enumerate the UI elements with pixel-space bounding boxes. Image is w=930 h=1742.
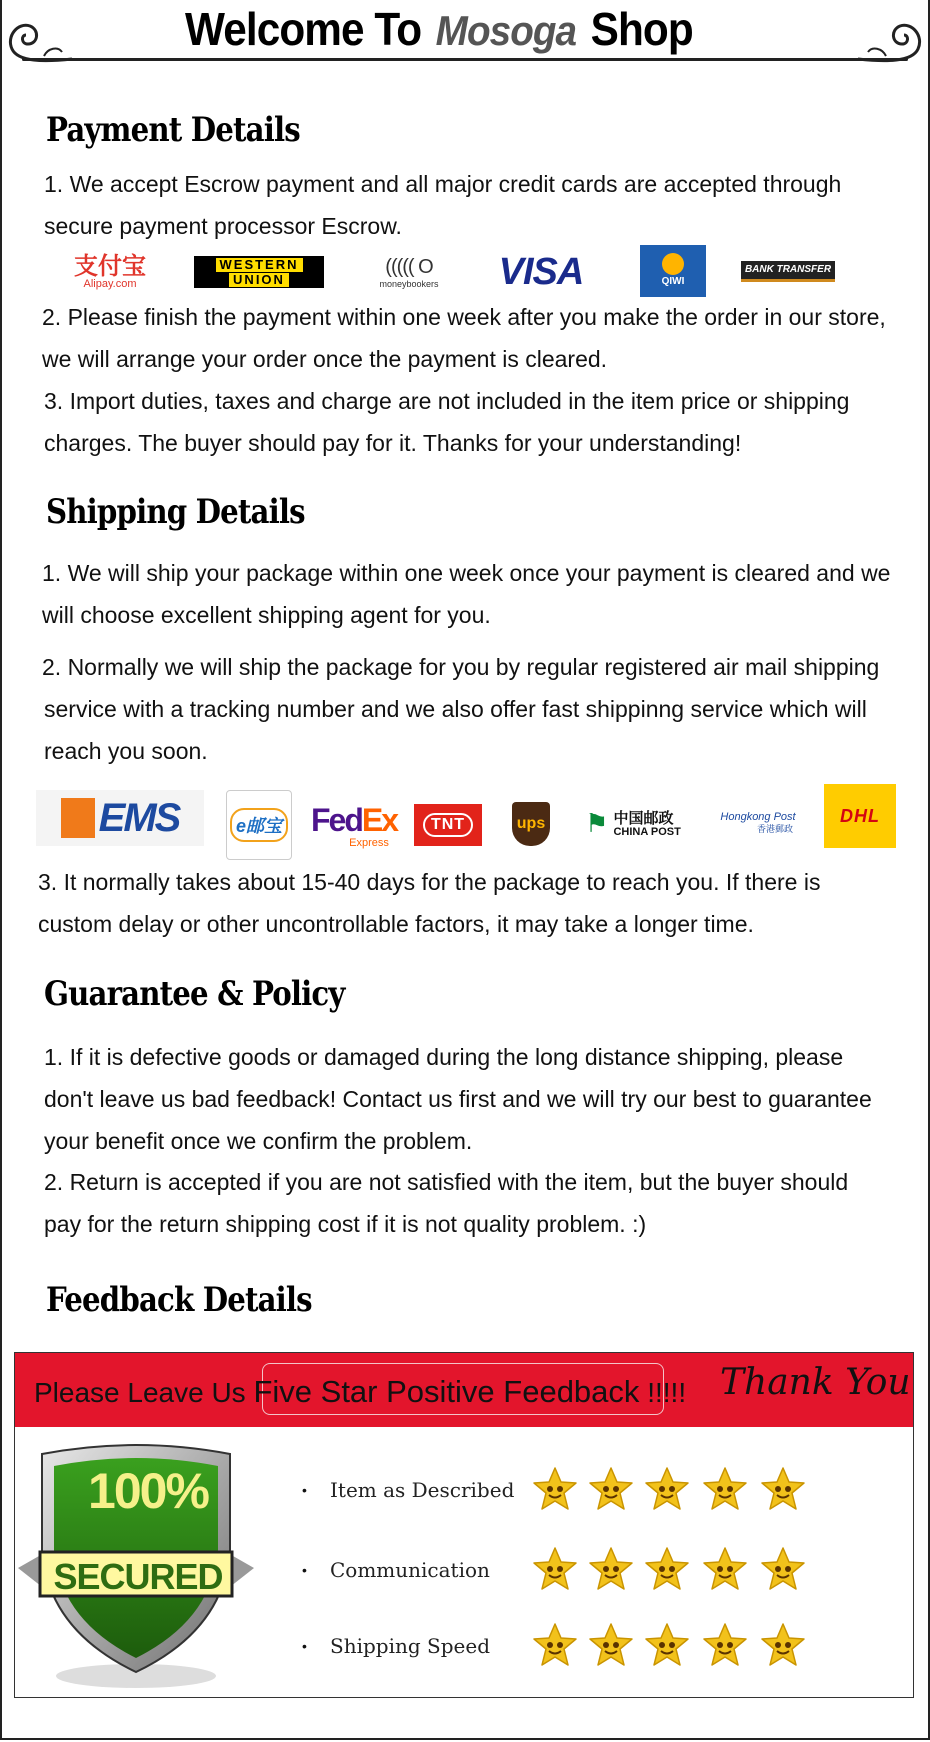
hongkong-post-text: Hongkong Post	[720, 811, 796, 823]
smiley-star-icon	[644, 1546, 690, 1592]
bank-transfer-logo	[736, 258, 840, 284]
visa-text: VISA	[498, 250, 584, 293]
payment-p3-line1: 3. Import duties, taxes and charge are not included in the item price or shipping	[44, 388, 850, 414]
ems-logo	[36, 790, 204, 846]
tnt-logo	[414, 804, 482, 846]
hongkong-post-logo	[712, 800, 804, 846]
criteria-bullet: •	[302, 1638, 307, 1654]
smiley-star-icon	[532, 1546, 578, 1592]
qiwi-logo	[640, 245, 706, 297]
guarantee-heading: Guarantee & Policy	[44, 974, 345, 1014]
smiley-star-icon	[532, 1622, 578, 1668]
shipping-p2-line2: service with a tracking number and we also offer fast shippinng service which will	[44, 696, 867, 722]
ups-text: ups	[516, 815, 546, 832]
criteria-label: Shipping Speed	[330, 1634, 490, 1658]
moneybookers-mark: ((((( O	[385, 256, 433, 278]
feedback-banner-text	[34, 1374, 686, 1410]
header-rule	[22, 58, 908, 61]
moneybookers-text: moneybookers	[379, 279, 439, 289]
header-title-after: Shop	[590, 3, 693, 55]
smiley-star-icon	[588, 1546, 634, 1592]
fedex-express: Express	[349, 837, 389, 849]
smiley-star-icon	[760, 1546, 806, 1592]
smiley-star-icon	[760, 1466, 806, 1512]
guarantee-p2-line2: pay for the return shipping cost if it is not quality problem. :)	[44, 1211, 647, 1237]
payment-p1-line2: secure payment processor Escrow.	[44, 213, 402, 239]
dhl-text: DHL	[840, 805, 880, 826]
china-post-en: CHINA POST	[613, 826, 681, 838]
qiwi-circle-icon	[662, 253, 684, 275]
guarantee-p1-line1: 1. If it is defective goods or damaged during the long distance shipping, please	[44, 1044, 844, 1070]
mosoga-logo: Mosoga	[435, 7, 577, 54]
shipping-p3-line2: custom delay or other uncontrollable factors, it may take a longer time.	[38, 911, 754, 937]
ups-logo	[512, 802, 550, 846]
payment-p2-line1: 2. Please finish the payment within one week after you make the order in our store,	[42, 304, 886, 330]
guarantee-p1-line2: don't leave us bad feedback! Contact us first and we will try our best to guarantee	[44, 1086, 872, 1112]
thank-you-text: Thank You	[720, 1362, 911, 1403]
right-scroll-ornament-icon	[856, 4, 926, 64]
left-scroll-ornament-icon	[4, 4, 74, 64]
badge-secured: SECURED	[53, 1556, 223, 1597]
smiley-star-icon	[588, 1622, 634, 1668]
tnt-text: TNT	[423, 813, 473, 837]
shipping-p3-line1: 3. It normally takes about 15-40 days for the package to reach you. If there is	[38, 869, 821, 895]
header-title-before: Welcome To	[185, 3, 422, 55]
shipping-heading: Shipping Details	[46, 492, 305, 532]
ems-text: EMS	[61, 798, 180, 838]
fedex-fed: Fed	[310, 802, 362, 838]
hongkong-post-cn: 香港郵政	[756, 825, 793, 835]
alipay-logo-en: Alipay.com	[83, 278, 137, 290]
feedback-banner-tail: !!!!!	[639, 1377, 687, 1408]
dhl-logo	[824, 784, 896, 848]
feedback-banner-highlight: Five Star Positive Feedback	[253, 1374, 640, 1409]
alipay-logo	[58, 250, 162, 294]
header-title	[185, 2, 693, 56]
payment-heading: Payment Details	[46, 110, 300, 150]
feedback-heading: Feedback Details	[46, 1280, 312, 1320]
western-union-logo	[194, 256, 324, 288]
badge-percent: 100%	[88, 1463, 208, 1519]
western-union-line1: WESTERN	[216, 258, 303, 272]
bank-transfer-text: BANK TRANSFER	[741, 261, 835, 282]
visa-logo	[486, 250, 596, 294]
payment-p3-line2: charges. The buyer should pay for it. Thanks for your understanding!	[44, 430, 742, 456]
china-post-logo	[574, 800, 692, 848]
shipping-p2-line3: reach you soon.	[44, 738, 208, 764]
alipay-logo-cn: 支付宝	[74, 252, 146, 280]
payment-p1-line1: 1. We accept Escrow payment and all major credit cards are accepted through	[44, 171, 842, 197]
china-post-cn: 中国邮政	[613, 809, 674, 827]
smiley-star-icon	[644, 1466, 690, 1512]
smiley-star-icon	[532, 1466, 578, 1512]
smiley-star-icon	[702, 1622, 748, 1668]
china-post-icon: ⚑	[585, 809, 609, 839]
shipping-p1-line1: 1. We will ship your package within one week once your payment is cleared and we	[42, 560, 891, 586]
fedex-ex: Ex	[361, 802, 398, 838]
feedback-banner-lead: Please Leave Us	[34, 1377, 254, 1408]
epacket-text: e邮宝	[230, 808, 288, 842]
smiley-star-icon	[644, 1622, 690, 1668]
payment-p2-line2: we will arrange your order once the payment is cleared.	[42, 346, 608, 372]
qiwi-text: QIWI	[661, 276, 685, 287]
criteria-bullet: •	[302, 1562, 307, 1578]
smiley-star-icon	[588, 1466, 634, 1512]
criteria-label: Communication	[330, 1558, 490, 1582]
smiley-star-icon	[760, 1622, 806, 1668]
guarantee-p2-line1: 2. Return is accepted if you are not satisfied with the item, but the buyer should	[44, 1169, 849, 1195]
criteria-label: Item as Described	[330, 1478, 515, 1502]
shipping-p1-line2: will choose excellent shipping agent for you.	[42, 602, 491, 628]
epacket-logo	[226, 790, 292, 860]
criteria-bullet: •	[302, 1482, 307, 1498]
smiley-star-icon	[702, 1466, 748, 1512]
western-union-line2: UNION	[229, 273, 289, 287]
smiley-star-icon	[702, 1546, 748, 1592]
guarantee-p1-line3: your benefit once we confirm the problem.	[44, 1128, 473, 1154]
moneybookers-logo	[364, 250, 454, 294]
fedex-logo	[308, 796, 400, 856]
shipping-p2-line1: 2. Normally we will ship the package for you by regular registered air mail shipping	[42, 654, 880, 680]
